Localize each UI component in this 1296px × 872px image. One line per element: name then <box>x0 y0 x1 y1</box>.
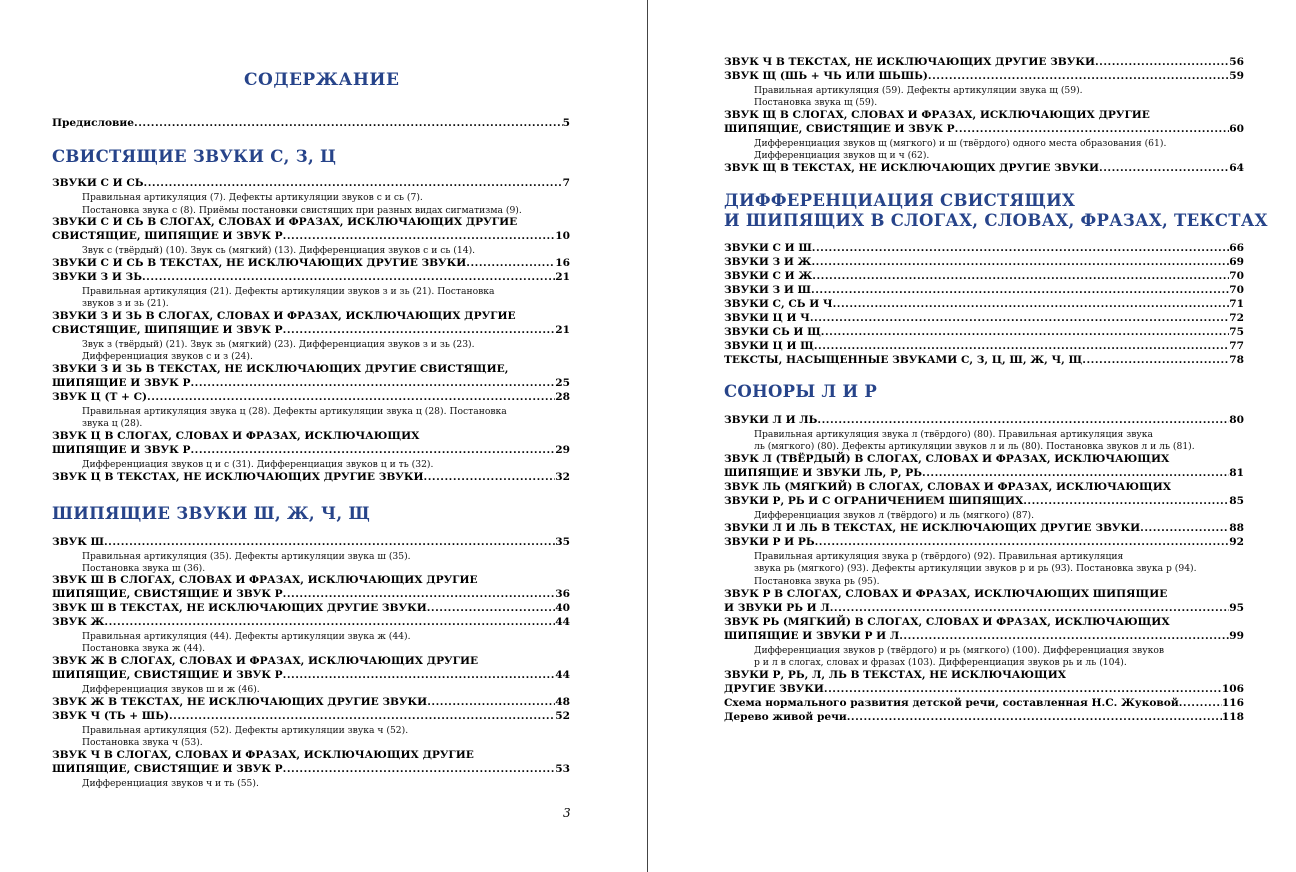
toc-entry[interactable] <box>724 414 1244 428</box>
toc-page-number: 36 <box>555 588 570 600</box>
toc-entry[interactable] <box>52 230 570 244</box>
leader-dots <box>466 257 555 271</box>
toc-subentry: Дифференциация звуков р (твёрдого) и рь (мягкого) (100). Дифференциация звуков <box>754 645 1165 656</box>
toc-subentry: Правильная артикуляция (52). Дефекты артикуляции звука ч (52). <box>82 725 409 736</box>
toc-entry[interactable] <box>724 242 1244 256</box>
leader-dots <box>830 602 1230 616</box>
toc-entry-title: Схема нормального развития детской речи, составленная Н.С. Жуковой <box>724 697 1179 709</box>
toc-entry[interactable] <box>52 536 570 550</box>
toc-page-number: 70 <box>1229 284 1244 296</box>
toc-entry-title: ЗВУКИ Р, РЬ И С ОГРАНИЧЕНИЕМ ШИПЯЩИХ <box>724 495 1024 507</box>
toc-subentry: Постановка звука щ (59). <box>754 97 878 108</box>
leader-dots <box>1140 522 1229 536</box>
toc-entry[interactable] <box>724 270 1244 284</box>
toc-entry[interactable] <box>724 162 1244 176</box>
toc-subentry: Дифференциация звуков щ (мягкого) и ш (твёрдого) одного места образования (61). <box>754 138 1167 149</box>
toc-page-number: 21 <box>555 324 570 336</box>
toc-entry-title: СВИСТЯЩИЕ, ШИПЯЩИЕ И ЗВУК Р <box>52 230 283 242</box>
page-title: СОДЕРЖАНИЕ <box>244 70 400 90</box>
leader-dots <box>134 117 563 131</box>
toc-entry[interactable] <box>724 630 1244 644</box>
toc-page-number: 77 <box>1229 340 1244 352</box>
leader-dots <box>1082 354 1229 368</box>
leader-dots <box>824 683 1222 697</box>
section-heading-sonorants: СОНОРЫ Л И Р <box>724 382 878 401</box>
toc-entry-title: ЗВУК Ш <box>52 536 104 548</box>
toc-page-number: 66 <box>1229 242 1244 254</box>
toc-subentry: звуков з и зь (21). <box>82 298 169 309</box>
toc-entry-line: ЗВУК ЛЬ (МЯГКИЙ) В СЛОГАХ, СЛОВАХ И ФРАЗАХ, ИСКЛЮЧАЮЩИХ <box>724 481 1171 493</box>
toc-entry[interactable] <box>52 602 570 616</box>
toc-subentry: Правильная артикуляция (7). Дефекты артикуляции звуков с и сь (7). <box>82 192 423 203</box>
toc-entry-line: ЗВУК РЬ (МЯГКИЙ) В СЛОГАХ, СЛОВАХ И ФРАЗАХ, ИСКЛЮЧАЮЩИХ <box>724 616 1170 628</box>
toc-entry-title: ЗВУКИ С И Ж <box>724 270 813 282</box>
toc-entry[interactable] <box>724 602 1244 616</box>
toc-entry-title: ЗВУК Ч (ТЬ + ШЬ) <box>52 710 169 722</box>
toc-subentry: звука ц (28). <box>82 418 143 429</box>
toc-page-number: 21 <box>555 271 570 283</box>
toc-page-number: 75 <box>1229 326 1244 338</box>
toc-entry-title: ЗВУКИ С И СЬ <box>52 177 144 189</box>
toc-entry[interactable] <box>724 711 1244 725</box>
toc-entry-title: ЗВУКИ С, СЬ И Ч <box>724 298 833 310</box>
toc-entry-title: ШИПЯЩИЕ, СВИСТЯЩИЕ И ЗВУК Р <box>724 123 955 135</box>
toc-entry-title: СВИСТЯЩИЕ, ШИПЯЩИЕ И ЗВУК Р <box>52 324 283 336</box>
leader-dots <box>814 340 1229 354</box>
toc-subentry: Дифференциация звуков ч и ть (55). <box>82 778 259 789</box>
toc-entry-title: ЗВУКИ Л И ЛЬ В ТЕКСТАХ, НЕ ИСКЛЮЧАЮЩИХ ДРУГИЕ ЗВУКИ <box>724 522 1141 534</box>
leader-dots <box>1099 162 1229 176</box>
toc-entry[interactable] <box>52 257 570 271</box>
toc-entry[interactable] <box>724 467 1244 481</box>
toc-entry-title: ЗВУКИ З И Ш <box>724 284 811 296</box>
toc-page-number: 70 <box>1229 270 1244 282</box>
page-number: 3 <box>563 806 571 820</box>
leader-dots <box>283 588 556 602</box>
toc-page-number: 28 <box>555 391 570 403</box>
toc-entry-title: ЗВУКИ СЬ И Щ <box>724 326 821 338</box>
toc-page-number: 118 <box>1221 711 1244 723</box>
toc-entry-title: ДРУГИЕ ЗВУКИ <box>724 683 824 695</box>
toc-subentry: Дифференциация звуков с и з (24). <box>82 351 253 362</box>
toc-entry[interactable] <box>52 616 570 630</box>
leader-dots <box>812 242 1229 256</box>
toc-subentry: звука рь (мягкого) (93). Дефекты артикуляции звуков р и рь (93). Постановка звука р (94). <box>754 563 1197 574</box>
toc-entry-title: ЗВУКИ З И ЗЬ <box>52 271 142 283</box>
toc-entry-title: ЗВУКИ С И Ш <box>724 242 812 254</box>
toc-entry-title: Дерево живой речи <box>724 711 847 723</box>
section-heading-differentiation: ДИФФЕРЕНЦИАЦИЯ СВИСТЯЩИХ <box>724 191 1076 210</box>
toc-entry-line: ЗВУК Ч В СЛОГАХ, СЛОВАХ И ФРАЗАХ, ИСКЛЮЧАЮЩИХ ДРУГИЕ <box>52 749 474 761</box>
toc-subentry: Дифференциация звуков л (твёрдого) и ль (мягкого) (87). <box>754 510 1035 521</box>
toc-subentry: Звук з (твёрдый) (21). Звук зь (мягкий) (23). Дифференциация звуков з и зь (23). <box>82 339 475 350</box>
toc-entry-title: И ЗВУКИ РЬ И Л <box>724 602 830 614</box>
toc-entry[interactable] <box>724 298 1244 312</box>
leader-dots <box>190 377 555 391</box>
toc-subentry: Дифференциация звуков ц и с (31). Дифференциация звуков ц и ть (32). <box>82 459 434 470</box>
toc-entry-title: Предисловие <box>52 117 135 129</box>
toc-subentry: Постановка звука ш (36). <box>82 563 206 574</box>
toc-page-number: 78 <box>1229 354 1244 366</box>
leader-dots <box>142 271 555 285</box>
toc-page-number: 99 <box>1229 630 1244 642</box>
toc-entry[interactable] <box>52 377 570 391</box>
leader-dots <box>104 536 555 550</box>
toc-entry-title: ЗВУКИ Ц И Щ <box>724 340 814 352</box>
toc-entry[interactable] <box>52 696 570 710</box>
leader-dots <box>1179 697 1222 711</box>
toc-entry[interactable] <box>724 522 1244 536</box>
toc-entry-title: ЗВУК Ч В ТЕКСТАХ, НЕ ИСКЛЮЧАЮЩИХ ДРУГИЕ ЗВУКИ <box>724 56 1095 68</box>
toc-page-number: 95 <box>1229 602 1244 614</box>
toc-entry-title: ЗВУКИ З И Ж <box>724 256 812 268</box>
leader-dots <box>810 312 1229 326</box>
toc-subentry: Постановка звука ж (44). <box>82 643 206 654</box>
leader-dots <box>1023 495 1229 509</box>
toc-page-number: 106 <box>1221 683 1244 695</box>
toc-subentry: Правильная артикуляция (21). Дефекты артикуляции звуков з и зь (21). Постановка <box>82 286 495 297</box>
toc-entry[interactable] <box>52 710 570 724</box>
toc-entry[interactable] <box>52 177 570 191</box>
leader-dots <box>147 391 555 405</box>
toc-entry-title: ШИПЯЩИЕ И ЗВУКИ Р И Л <box>724 630 900 642</box>
leader-dots <box>817 414 1229 428</box>
toc-entry[interactable] <box>52 763 570 777</box>
toc-entry[interactable] <box>52 324 570 338</box>
toc-page-number: 85 <box>1229 495 1244 507</box>
leader-dots <box>283 324 556 338</box>
toc-page-number: 25 <box>555 377 570 389</box>
leader-dots <box>427 696 555 710</box>
toc-entry[interactable] <box>52 471 570 485</box>
toc-entry-title: ЗВУК Ц В ТЕКСТАХ, НЕ ИСКЛЮЧАЮЩИХ ДРУГИЕ ЗВУКИ <box>52 471 424 483</box>
toc-page-number: 64 <box>1229 162 1244 174</box>
toc-entry[interactable] <box>724 495 1244 509</box>
toc-page-number: 59 <box>1229 70 1244 82</box>
toc-page-number: 29 <box>555 444 570 456</box>
toc-subentry: ль (мягкого) (80). Дефекты артикуляции звуков л и ль (80). Постановка звуков л и ль (81). <box>754 441 1195 452</box>
toc-subentry: Правильная артикуляция звука р (твёрдого) (92). Правильная артикуляция <box>754 551 1124 562</box>
toc-entry-title: ЗВУКИ Л И ЛЬ <box>724 414 818 426</box>
toc-page-number: 32 <box>555 471 570 483</box>
toc-subentry: Дифференциация звуков щ и ч (62). <box>754 150 930 161</box>
toc-page-number: 92 <box>1229 536 1244 548</box>
toc-page-number: 88 <box>1229 522 1244 534</box>
toc-entry[interactable] <box>724 326 1244 340</box>
toc-entry-line: ЗВУК Ц В СЛОГАХ, СЛОВАХ И ФРАЗАХ, ИСКЛЮЧАЮЩИХ <box>52 430 420 442</box>
toc-page-number: 71 <box>1229 298 1244 310</box>
toc-page-number: 40 <box>555 602 570 614</box>
leader-dots <box>955 123 1230 137</box>
leader-dots <box>811 256 1229 270</box>
leader-dots <box>812 270 1229 284</box>
toc-entry-preface[interactable] <box>52 117 570 131</box>
toc-entry[interactable] <box>724 536 1244 550</box>
toc-page-number: 72 <box>1229 312 1244 324</box>
toc-entry-title: ШИПЯЩИЕ, СВИСТЯЩИЕ И ЗВУК Р <box>52 588 283 600</box>
toc-entry[interactable] <box>52 444 570 458</box>
toc-entry-title: ЗВУК Ж <box>52 616 105 628</box>
leader-dots <box>833 298 1230 312</box>
toc-entry-title: ЗВУКИ С И СЬ В ТЕКСТАХ, НЕ ИСКЛЮЧАЮЩИХ ДРУГИЕ ЗВУКИ <box>52 257 467 269</box>
leader-dots <box>815 536 1230 550</box>
toc-entry[interactable] <box>724 56 1244 70</box>
toc-entry-title: ЗВУКИ Ц И Ч <box>724 312 810 324</box>
leader-dots <box>821 326 1229 340</box>
toc-entry-title: ТЕКСТЫ, НАСЫЩЕННЫЕ ЗВУКАМИ С, З, Ц, Ш, Ж, Ч, Щ <box>724 354 1083 366</box>
toc-page-number: 48 <box>555 696 570 708</box>
toc-entry[interactable] <box>724 683 1244 697</box>
toc-page-number: 69 <box>1229 256 1244 268</box>
toc-entry[interactable] <box>724 284 1244 298</box>
toc-entry[interactable] <box>724 312 1244 326</box>
toc-entry[interactable] <box>52 391 570 405</box>
toc-subentry: Постановка звука ч (53). <box>82 737 203 748</box>
toc-page-number: 52 <box>555 710 570 722</box>
leader-dots <box>190 444 555 458</box>
leader-dots <box>811 284 1229 298</box>
leader-dots <box>283 230 556 244</box>
toc-entry-line: ЗВУК Р В СЛОГАХ, СЛОВАХ И ФРАЗАХ, ИСКЛЮЧАЮЩИХ ШИПЯЩИЕ <box>724 588 1168 600</box>
toc-entry[interactable] <box>52 271 570 285</box>
toc-page-number: 35 <box>555 536 570 548</box>
leader-dots <box>847 711 1222 725</box>
leader-dots <box>899 630 1229 644</box>
toc-entry-title: ЗВУК Щ (ШЬ + ЧЬ ИЛИ ШЬШЬ) <box>724 70 928 82</box>
toc-entry-title: ЗВУК Ж В ТЕКСТАХ, НЕ ИСКЛЮЧАЮЩИХ ДРУГИЕ ЗВУКИ <box>52 696 428 708</box>
toc-page-number: 44 <box>555 616 570 628</box>
toc-page-number: 80 <box>1229 414 1244 426</box>
toc-subentry: Правильная артикуляция (44). Дефекты артикуляции звука ж (44). <box>82 631 411 642</box>
toc-entry-line: ЗВУК Щ В СЛОГАХ, СЛОВАХ И ФРАЗАХ, ИСКЛЮЧАЮЩИХ ДРУГИЕ <box>724 109 1150 121</box>
toc-entry-line: ЗВУКИ З И ЗЬ В СЛОГАХ, СЛОВАХ И ФРАЗАХ, ИСКЛЮЧАЮЩИХ ДРУГИЕ <box>52 310 516 322</box>
leader-dots <box>424 471 556 485</box>
toc-entry-title: ШИПЯЩИЕ, СВИСТЯЩИЕ И ЗВУК Р <box>52 669 283 681</box>
section-heading-sibilants: СВИСТЯЩИЕ ЗВУКИ С, З, Ц <box>52 147 337 166</box>
leader-dots <box>283 763 556 777</box>
toc-subentry: р и л в слогах, словах и фразах (103). Дифференциация звуков рь и ль (104). <box>754 657 1127 668</box>
toc-page-number: 5 <box>562 117 570 129</box>
toc-entry-title: ШИПЯЩИЕ И ЗВУКИ ЛЬ, Р, РЬ <box>724 467 923 479</box>
leader-dots <box>104 616 555 630</box>
leader-dots <box>928 70 1229 84</box>
toc-entry[interactable] <box>724 340 1244 354</box>
toc-subentry: Постановка звука рь (95). <box>754 576 880 587</box>
toc-entry-title: ЗВУКИ Р И РЬ <box>724 536 815 548</box>
toc-page-number: 7 <box>562 177 570 189</box>
toc-entry[interactable] <box>724 123 1244 137</box>
toc-subentry: Звук с (твёрдый) (10). Звук сь (мягкий) (13). Дифференциация звуков с и сь (14). <box>82 245 476 256</box>
toc-entry[interactable] <box>724 256 1244 270</box>
toc-entry-line: ЗВУК Ш В СЛОГАХ, СЛОВАХ И ФРАЗАХ, ИСКЛЮЧАЮЩИХ ДРУГИЕ <box>52 574 478 586</box>
toc-entry[interactable] <box>724 70 1244 84</box>
leader-dots <box>922 467 1229 481</box>
leader-dots <box>144 177 563 191</box>
toc-entry-title: ШИПЯЩИЕ И ЗВУК Р <box>52 377 191 389</box>
toc-entry-line: ЗВУКИ Р, РЬ, Л, ЛЬ В ТЕКСТАХ, НЕ ИСКЛЮЧАЮЩИХ <box>724 669 1066 681</box>
toc-entry-title: ШИПЯЩИЕ И ЗВУК Р <box>52 444 191 456</box>
toc-entry-line: ЗВУКИ С И СЬ В СЛОГАХ, СЛОВАХ И ФРАЗАХ, ИСКЛЮЧАЮЩИХ ДРУГИЕ <box>52 216 518 228</box>
toc-entry[interactable] <box>724 697 1244 711</box>
toc-entry-title: ШИПЯЩИЕ, СВИСТЯЩИЕ И ЗВУК Р <box>52 763 283 775</box>
toc-subentry: Правильная артикуляция (35). Дефекты артикуляции звука ш (35). <box>82 551 411 562</box>
toc-page-number: 56 <box>1229 56 1244 68</box>
section-heading-hushing: ШИПЯЩИЕ ЗВУКИ Ш, Ж, Ч, Щ <box>52 504 371 523</box>
toc-entry[interactable] <box>724 354 1244 368</box>
toc-subentry: Дифференциация звуков ш и ж (46). <box>82 684 260 695</box>
leader-dots <box>283 669 556 683</box>
toc-page-number: 60 <box>1229 123 1244 135</box>
toc-entry-title: ЗВУК Ц (Т + С) <box>52 391 148 403</box>
toc-entry-line: ЗВУК Л (ТВЁРДЫЙ) В СЛОГАХ, СЛОВАХ И ФРАЗАХ, ИСКЛЮЧАЮЩИХ <box>724 453 1170 465</box>
toc-page-number: 10 <box>555 230 570 242</box>
toc-page-number: 81 <box>1229 467 1244 479</box>
toc-entry-line: ЗВУК Ж В СЛОГАХ, СЛОВАХ И ФРАЗАХ, ИСКЛЮЧАЮЩИХ ДРУГИЕ <box>52 655 479 667</box>
toc-entry-title: ЗВУК Щ В ТЕКСТАХ, НЕ ИСКЛЮЧАЮЩИХ ДРУГИЕ ЗВУКИ <box>724 162 1099 174</box>
toc-subentry: Правильная артикуляция звука л (твёрдого) (80). Правильная артикуляция звука <box>754 429 1154 440</box>
toc-page-number: 44 <box>555 669 570 681</box>
toc-entry-title: ЗВУК Ш В ТЕКСТАХ, НЕ ИСКЛЮЧАЮЩИХ ДРУГИЕ ЗВУКИ <box>52 602 427 614</box>
toc-page-number: 53 <box>555 763 570 775</box>
toc-page-number: 16 <box>555 257 570 269</box>
toc-subentry: Правильная артикуляция звука ц (28). Дефекты артикуляции звука ц (28). Постановка <box>82 406 507 417</box>
toc-entry[interactable] <box>52 588 570 602</box>
toc-subentry: Постановка звука с (8). Приёмы постановки свистящих при разных видах сигматизма (9). <box>82 205 522 216</box>
leader-dots <box>169 710 555 724</box>
leader-dots <box>427 602 556 616</box>
leader-dots <box>1095 56 1229 70</box>
toc-page-number: 116 <box>1221 697 1244 709</box>
toc-entry[interactable] <box>52 669 570 683</box>
toc-entry-line: ЗВУКИ З И ЗЬ В ТЕКСТАХ, НЕ ИСКЛЮЧАЮЩИХ ДРУГИЕ СВИСТЯЩИЕ, <box>52 363 509 375</box>
toc-subentry: Правильная артикуляция (59). Дефекты артикуляции звука щ (59). <box>754 85 1083 96</box>
section-heading-differentiation-line2: И ШИПЯЩИХ В СЛОГАХ, СЛОВАХ, ФРАЗАХ, ТЕКСТАХ <box>724 211 1268 230</box>
